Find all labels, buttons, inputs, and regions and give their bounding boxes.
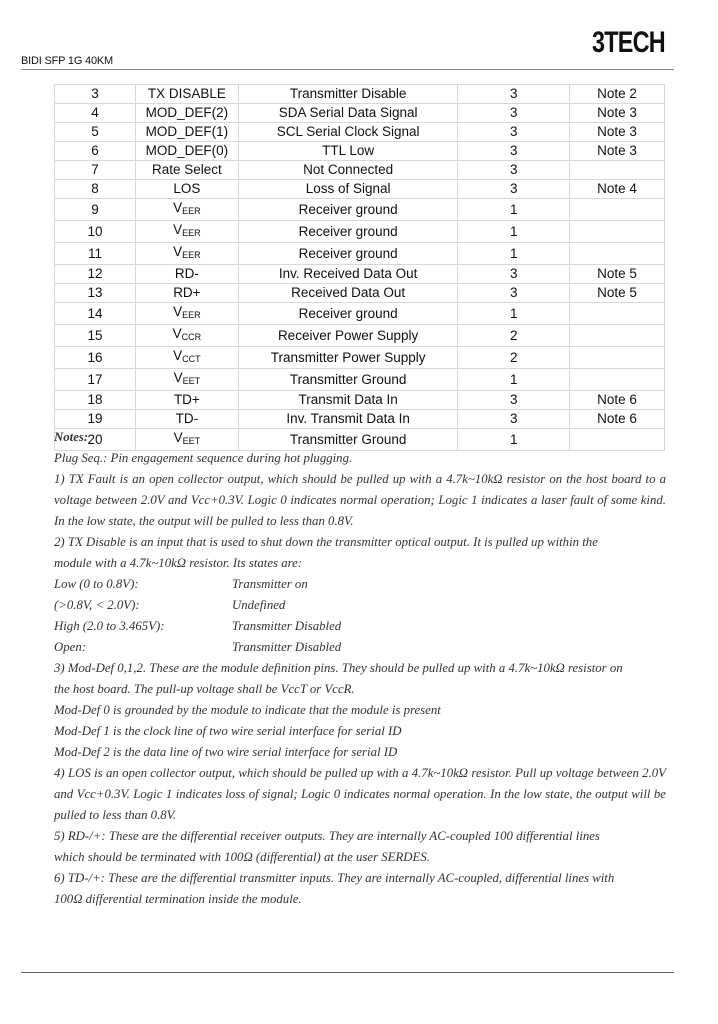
notes-cell bbox=[569, 284, 664, 303]
notes-cell bbox=[569, 161, 664, 180]
pin-name-text: V bbox=[173, 222, 183, 237]
table-row bbox=[55, 123, 665, 142]
pin-number-cell bbox=[55, 221, 136, 243]
notes-text: Note 3 bbox=[597, 124, 637, 139]
pin-name-subscript: EER bbox=[182, 206, 201, 216]
notes-text: Note 5 bbox=[597, 285, 637, 300]
state-result: Undefined bbox=[232, 598, 286, 612]
pin-function-text: Receiver ground bbox=[298, 245, 398, 261]
pin-function-text: Received Data Out bbox=[291, 285, 406, 300]
table-row bbox=[55, 142, 665, 161]
notes-cell bbox=[569, 325, 664, 347]
plug-seq-text: 1 bbox=[509, 245, 518, 261]
plug-seq-cell bbox=[458, 180, 569, 199]
notes-cell bbox=[569, 85, 664, 104]
pin-number-cell bbox=[55, 265, 136, 284]
pin-function-cell bbox=[238, 85, 458, 104]
pin-function-text: Receiver ground bbox=[298, 201, 398, 217]
notes-cell bbox=[569, 303, 664, 325]
note-6-line1: 6) TD-/+: These are the differential transmitter inputs. They are internally AC-coupled, differential lines with bbox=[54, 871, 615, 885]
plug-seq-cell bbox=[458, 284, 569, 303]
pin-name-cell bbox=[136, 284, 239, 303]
pin-name-cell bbox=[136, 303, 239, 325]
pin-number-cell bbox=[55, 391, 136, 410]
pin-number-cell bbox=[55, 180, 136, 199]
plug-seq-text: 3 bbox=[509, 392, 518, 407]
pin-name-text: V bbox=[172, 326, 182, 341]
note-plug-seq: Plug Seq.: Pin engagement sequence during hot plugging. bbox=[54, 451, 353, 465]
pin-number-text: 11 bbox=[88, 245, 103, 261]
plug-seq-text: 3 bbox=[509, 143, 518, 158]
notes-cell bbox=[569, 369, 664, 391]
table-row bbox=[55, 410, 665, 429]
notes-text: Note 3 bbox=[597, 105, 637, 120]
pin-function-cell bbox=[238, 104, 458, 123]
pin-function-cell bbox=[238, 303, 458, 325]
plug-seq-text: 3 bbox=[509, 86, 518, 101]
pin-number-cell bbox=[55, 325, 136, 347]
pin-name-cell bbox=[136, 243, 239, 265]
notes-title: Notes: bbox=[54, 430, 89, 444]
table-row bbox=[55, 161, 665, 180]
pin-name-cell bbox=[136, 104, 239, 123]
pin-name-text: MOD_DEF(2) bbox=[145, 105, 229, 120]
plug-seq-text: 1 bbox=[509, 305, 518, 321]
plug-seq-cell bbox=[458, 161, 569, 180]
state-result: Transmitter Disabled bbox=[232, 619, 342, 633]
pin-name-subscript: EER bbox=[182, 250, 201, 260]
pin-number-cell bbox=[55, 303, 136, 325]
pin-function-text: SCL Serial Clock Signal bbox=[276, 124, 420, 139]
note-5-line1: 5) RD-/+: These are the differential receiver outputs. They are internally AC-coupled 100 differential lines bbox=[54, 829, 600, 843]
pin-number-text: 18 bbox=[87, 392, 103, 407]
note-2-line2: module with a 4.7k~10kΩ resistor. Its states are: bbox=[54, 556, 303, 570]
pin-number-cell bbox=[55, 243, 136, 265]
pin-name-text: LOS bbox=[173, 181, 201, 196]
pin-number-text: 9 bbox=[91, 201, 99, 217]
note-2-line1: 2) TX Disable is an input that is used to shut down the transmitter optical output. It is pulled up within the bbox=[54, 535, 598, 549]
notes-cell bbox=[569, 123, 664, 142]
pin-number-text: 3 bbox=[91, 86, 99, 101]
brand-logo: 3TECH bbox=[592, 26, 665, 59]
pin-function-cell bbox=[238, 265, 458, 284]
pin-number-text: 5 bbox=[91, 124, 99, 139]
notes-cell bbox=[569, 221, 664, 243]
note-6-line2: 100Ω differential termination inside the module. bbox=[54, 892, 302, 906]
state-row bbox=[54, 574, 666, 595]
pin-name-cell bbox=[136, 199, 239, 221]
plug-seq-cell bbox=[458, 325, 569, 347]
pin-name-cell bbox=[136, 161, 239, 180]
table-row bbox=[55, 265, 665, 284]
header-divider bbox=[21, 69, 674, 70]
pin-name-text: MOD_DEF(1) bbox=[145, 124, 229, 139]
pin-name-cell bbox=[136, 85, 239, 104]
pin-number-cell bbox=[55, 104, 136, 123]
pin-number-cell bbox=[55, 161, 136, 180]
pin-function-cell bbox=[238, 199, 458, 221]
pin-number-cell bbox=[55, 123, 136, 142]
pin-name-subscript: EET bbox=[182, 376, 201, 386]
pin-name-cell bbox=[136, 142, 239, 161]
pin-number-text: 8 bbox=[91, 181, 99, 196]
pin-name-subscript: EER bbox=[182, 310, 201, 320]
note-5-line2: which should be terminated with 100Ω (differential) at the user SERDES. bbox=[54, 850, 430, 864]
state-row bbox=[54, 595, 666, 616]
pin-number-cell bbox=[55, 284, 136, 303]
pin-function-text: Receiver ground bbox=[298, 223, 398, 239]
pin-function-cell bbox=[238, 410, 458, 429]
plug-seq-text: 1 bbox=[509, 201, 518, 217]
pin-number-text: 6 bbox=[91, 143, 99, 158]
plug-seq-cell bbox=[458, 142, 569, 161]
table-row bbox=[55, 104, 665, 123]
pin-name-subscript: CCR bbox=[181, 332, 202, 342]
pin-number-cell bbox=[55, 369, 136, 391]
plug-seq-text: 3 bbox=[509, 266, 518, 281]
pin-function-text: Transmitter Ground bbox=[289, 371, 407, 387]
pin-name-text: V bbox=[173, 348, 183, 363]
plug-seq-text: 3 bbox=[509, 105, 518, 120]
pin-function-cell bbox=[238, 221, 458, 243]
pin-name-cell bbox=[136, 347, 239, 369]
plug-seq-cell bbox=[458, 199, 569, 221]
pin-number-cell bbox=[55, 347, 136, 369]
plug-seq-cell bbox=[458, 391, 569, 410]
plug-seq-text: 3 bbox=[509, 162, 518, 177]
notes-text: Note 4 bbox=[597, 181, 637, 196]
pin-number-cell bbox=[55, 410, 136, 429]
table-row bbox=[55, 221, 665, 243]
plug-seq-cell bbox=[458, 104, 569, 123]
pin-number-cell bbox=[55, 142, 136, 161]
pin-number-text: 19 bbox=[87, 411, 103, 426]
pin-number-text: 13 bbox=[87, 285, 103, 300]
note-1: 1) TX Fault is an open collector output, which should be pulled up with a 4.7k~10kΩ resistor on the host board to a voltage between 2.0V and Vcc+0.3V. Logic 0 indicates normal operation; Logic 1 indicates a laser fault of some kind. In the low state, the output will be pulled to less than 0.8V. bbox=[54, 472, 666, 528]
pin-name-text: V bbox=[173, 200, 183, 215]
note-moddef0: Mod-Def 0 is grounded by the module to indicate that the module is present bbox=[54, 703, 441, 717]
plug-seq-cell bbox=[458, 347, 569, 369]
pin-function-cell bbox=[238, 325, 458, 347]
pin-name-cell bbox=[136, 180, 239, 199]
note-3-line2: the host board. The pull-up voltage shall be VccT or VccR. bbox=[54, 682, 355, 696]
state-condition: (>0.8V, < 2.0V): bbox=[54, 598, 140, 612]
pin-name-text: V bbox=[173, 304, 183, 319]
pin-function-text: Transmit Data In bbox=[298, 392, 398, 407]
table-row bbox=[55, 347, 665, 369]
pin-function-cell bbox=[238, 284, 458, 303]
pin-name-text: RD- bbox=[174, 266, 199, 281]
pin-function-cell bbox=[238, 161, 458, 180]
table-row bbox=[55, 243, 665, 265]
pin-number-text: 10 bbox=[87, 223, 103, 239]
table-row bbox=[55, 180, 665, 199]
pin-number-text: 4 bbox=[91, 105, 99, 120]
plug-seq-cell bbox=[458, 123, 569, 142]
pin-number-cell bbox=[55, 199, 136, 221]
state-condition: Low (0 to 0.8V): bbox=[54, 577, 139, 591]
notes-section bbox=[54, 427, 666, 910]
pin-name-text: V bbox=[173, 430, 183, 445]
plug-seq-cell bbox=[458, 410, 569, 429]
notes-text: Note 2 bbox=[597, 86, 637, 101]
pin-name-cell bbox=[136, 221, 239, 243]
state-condition: High (2.0 to 3.465V): bbox=[54, 619, 165, 633]
pin-function-text: Receiver ground bbox=[298, 305, 398, 321]
pin-name-cell bbox=[136, 369, 239, 391]
pin-name-subscript: CCT bbox=[182, 354, 201, 364]
pin-function-cell bbox=[238, 243, 458, 265]
state-result: Transmitter on bbox=[232, 577, 308, 591]
notes-text: Note 6 bbox=[597, 411, 637, 426]
plug-seq-text: 3 bbox=[509, 285, 518, 300]
pin-name-subscript: EER bbox=[182, 228, 201, 238]
pin-function-text: Inv. Received Data Out bbox=[278, 266, 418, 281]
table-row bbox=[55, 391, 665, 410]
pin-name-text: MOD_DEF(0) bbox=[145, 143, 229, 158]
pin-function-text: Transmitter Disable bbox=[289, 86, 407, 101]
note-moddef1: Mod-Def 1 is the clock line of two wire serial interface for serial ID bbox=[54, 724, 402, 738]
table-row bbox=[55, 303, 665, 325]
table-row bbox=[55, 85, 665, 104]
state-row bbox=[54, 637, 666, 658]
plug-seq-cell bbox=[458, 303, 569, 325]
footer-divider bbox=[21, 972, 674, 973]
pin-function-cell bbox=[238, 142, 458, 161]
pin-function-text: Transmitter Power Supply bbox=[270, 349, 426, 365]
plug-seq-text: 1 bbox=[509, 431, 518, 447]
plug-seq-text: 1 bbox=[509, 371, 518, 387]
pin-function-text: Transmitter Ground bbox=[289, 431, 407, 447]
notes-text: Note 3 bbox=[597, 143, 637, 158]
table-row bbox=[55, 284, 665, 303]
table-row bbox=[55, 325, 665, 347]
pin-function-text: Inv. Transmit Data In bbox=[286, 411, 410, 426]
plug-seq-cell bbox=[458, 369, 569, 391]
pin-function-text: SDA Serial Data Signal bbox=[278, 105, 418, 120]
plug-seq-cell bbox=[458, 85, 569, 104]
pin-table-body bbox=[55, 85, 665, 451]
pin-function-cell bbox=[238, 347, 458, 369]
plug-seq-text: 1 bbox=[509, 223, 518, 239]
pin-name-cell bbox=[136, 410, 239, 429]
note-moddef2: Mod-Def 2 is the data line of two wire serial interface for serial ID bbox=[54, 745, 398, 759]
pin-name-subscript: EET bbox=[182, 436, 201, 446]
notes-text: Note 6 bbox=[597, 392, 637, 407]
plug-seq-text: 3 bbox=[509, 181, 518, 196]
plug-seq-text: 2 bbox=[509, 327, 518, 343]
tx-disable-states bbox=[54, 574, 666, 658]
pin-number-cell bbox=[55, 85, 136, 104]
pin-number-text: 16 bbox=[87, 349, 103, 365]
pin-function-text: Not Connected bbox=[303, 162, 394, 177]
pin-name-cell bbox=[136, 123, 239, 142]
plug-seq-cell bbox=[458, 221, 569, 243]
state-row bbox=[54, 616, 666, 637]
notes-cell bbox=[569, 410, 664, 429]
pin-function-cell bbox=[238, 180, 458, 199]
plug-seq-text: 2 bbox=[509, 349, 518, 365]
plug-seq-cell bbox=[458, 243, 569, 265]
pin-number-text: 15 bbox=[87, 327, 103, 343]
pin-name-cell bbox=[136, 325, 239, 347]
pin-name-text: RD+ bbox=[173, 285, 201, 300]
notes-cell bbox=[569, 265, 664, 284]
notes-cell bbox=[569, 199, 664, 221]
pin-number-text: 7 bbox=[91, 162, 99, 177]
pin-function-text: Receiver Power Supply bbox=[277, 327, 419, 343]
notes-cell bbox=[569, 104, 664, 123]
pin-function-text: Loss of Signal bbox=[305, 181, 391, 196]
pin-number-text: 14 bbox=[87, 305, 103, 321]
document-title: BIDI SFP 1G 40KM bbox=[21, 55, 113, 67]
notes-cell bbox=[569, 243, 664, 265]
pin-number-text: 17 bbox=[87, 371, 103, 387]
notes-cell bbox=[569, 142, 664, 161]
pin-name-text: V bbox=[173, 244, 183, 259]
plug-seq-cell bbox=[458, 265, 569, 284]
state-result: Transmitter Disabled bbox=[232, 640, 342, 654]
pin-name-text: TD+ bbox=[173, 392, 200, 407]
note-3-line1: 3) Mod-Def 0,1,2. These are the module definition pins. They should be pulled up with a 4.7k~10kΩ resistor on bbox=[54, 661, 623, 675]
pin-number-text: 20 bbox=[87, 431, 103, 447]
plug-seq-text: 3 bbox=[509, 411, 518, 426]
pin-function-cell bbox=[238, 391, 458, 410]
pin-name-cell bbox=[136, 391, 239, 410]
pin-name-text: V bbox=[173, 370, 183, 385]
note-4: 4) LOS is an open collector output, which should be pulled up with a 4.7k~10kΩ resistor. Pull up voltage between 2.0V and Vcc+0.3V. Logic 1 indicates loss of signal; Logic 0 indicates normal operation. In the low state, the output will be pulled to less than 0.8V. bbox=[54, 766, 666, 822]
pin-definition-table bbox=[54, 84, 665, 451]
pin-name-cell bbox=[136, 265, 239, 284]
pin-name-text: Rate Select bbox=[151, 162, 222, 177]
pin-number-text: 12 bbox=[87, 266, 103, 281]
pin-function-cell bbox=[238, 123, 458, 142]
pin-function-cell bbox=[238, 369, 458, 391]
pin-name-text: TD- bbox=[175, 411, 199, 426]
pin-function-text: TTL Low bbox=[322, 143, 375, 158]
state-condition: Open: bbox=[54, 640, 86, 654]
pin-name-text: TX DISABLE bbox=[147, 86, 226, 101]
table-row bbox=[55, 369, 665, 391]
notes-cell bbox=[569, 391, 664, 410]
plug-seq-text: 3 bbox=[509, 124, 518, 139]
notes-cell bbox=[569, 347, 664, 369]
notes-text: Note 5 bbox=[597, 266, 637, 281]
notes-cell bbox=[569, 180, 664, 199]
table-row bbox=[55, 199, 665, 221]
